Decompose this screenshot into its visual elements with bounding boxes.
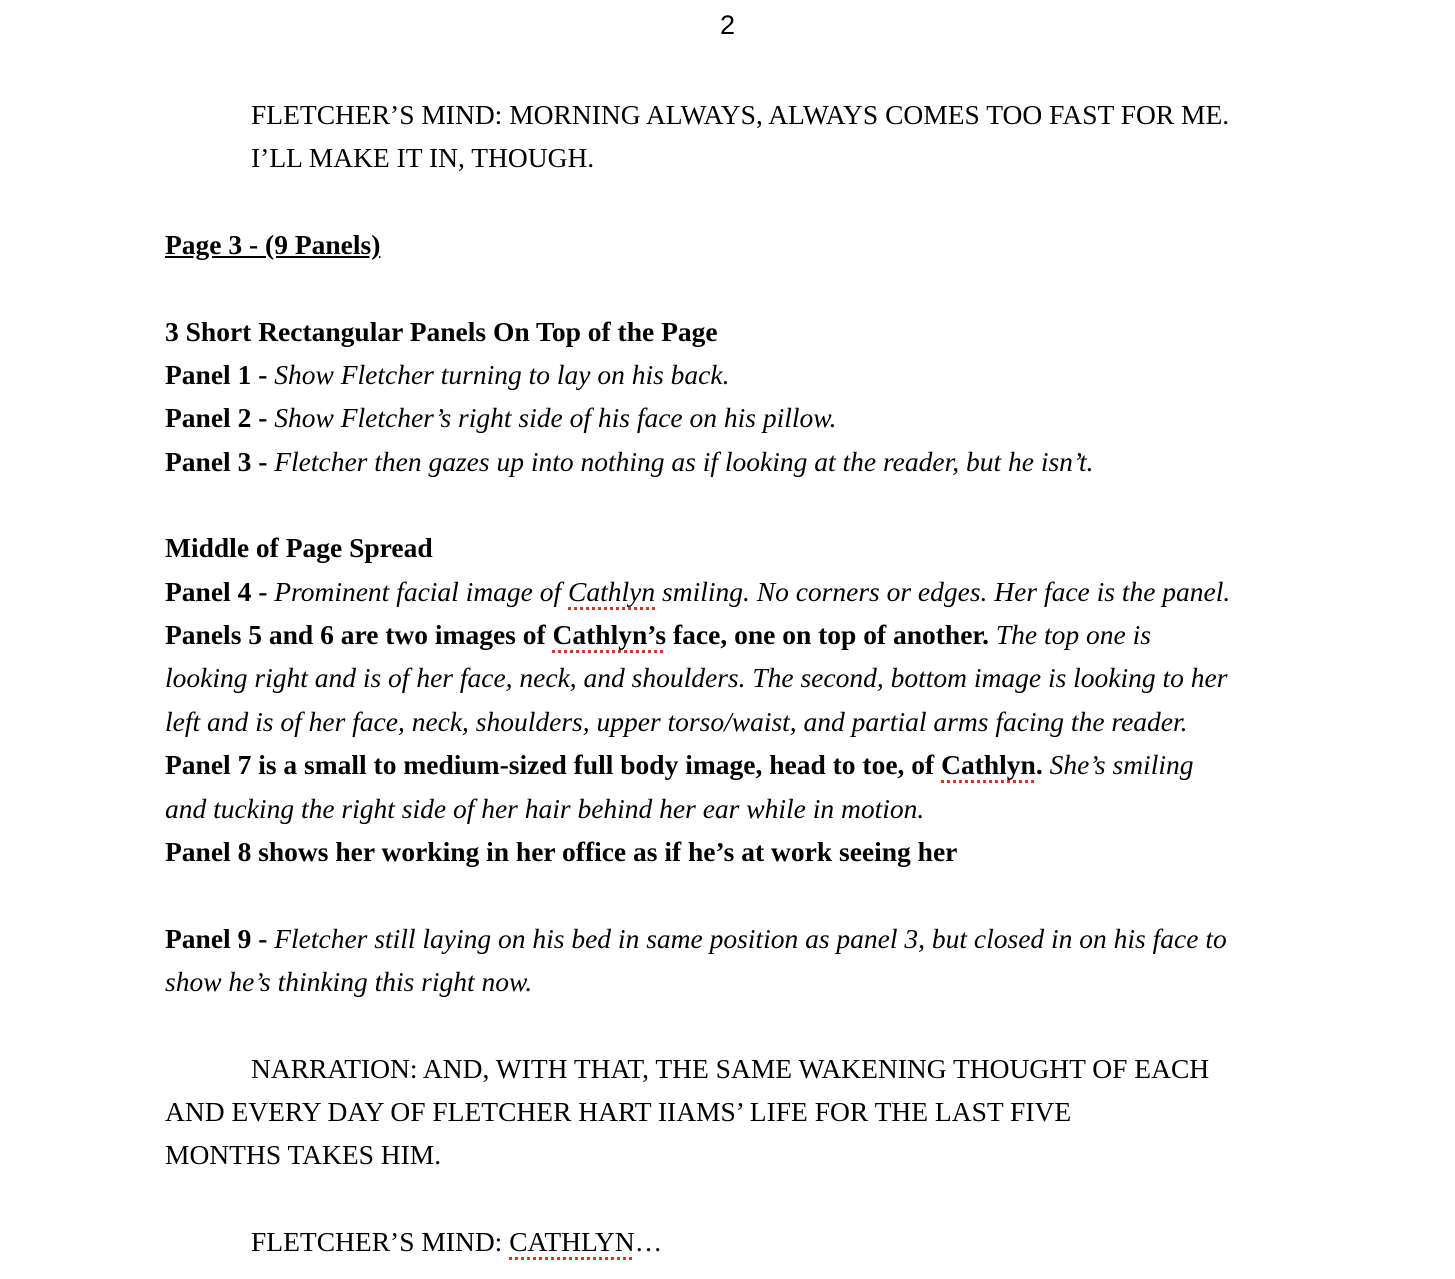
panels-5-6-line xyxy=(165,613,1151,656)
panel-4-line xyxy=(165,570,1230,613)
panel-bold-text: Panel 7 is a small to medium-sized full body image, head to toe, of xyxy=(165,749,942,780)
panel-bold-text: . xyxy=(1035,749,1043,780)
panel-label: Panel 4 - xyxy=(165,576,275,607)
panel-8-line: Panel 8 shows her working in her office as if he’s at work seeing her xyxy=(165,836,958,867)
panel-description: She’s smiling xyxy=(1042,749,1194,780)
panel-label: Panel 3 - xyxy=(165,446,275,477)
dialogue-line: I’LL MAKE IT IN, THOUGH. xyxy=(251,142,595,173)
page-heading: Page 3 - (9 Panels) xyxy=(165,229,381,260)
panel-bold-text: face, one on top of another. xyxy=(666,619,989,650)
dialogue-suffix: … xyxy=(634,1226,663,1257)
panel-bold-text: Panels 5 and 6 are two images of xyxy=(165,619,553,650)
spellcheck-word: Cathlyn’s xyxy=(552,619,667,650)
panel-label: Panel 2 - xyxy=(165,402,275,433)
narration-line: NARRATION: AND, WITH THAT, THE SAME WAKENING THOUGHT OF EACH xyxy=(251,1053,1210,1084)
panel-description: The top one is xyxy=(988,619,1151,650)
dialogue-prefix: FLETCHER’S MIND: xyxy=(251,1226,510,1257)
panel-9-line xyxy=(165,917,1227,960)
page-number: 2 xyxy=(719,10,736,40)
panel-description: Fletcher then gazes up into nothing as if looking at the reader, but he isn’t. xyxy=(274,446,1094,477)
panels-5-6-description: left and is of her face, neck, shoulders, upper torso/waist, and partial arms facing the reader. xyxy=(165,706,1188,737)
panels-5-6-description: looking right and is of her face, neck, and shoulders. The second, bottom image is looking to her xyxy=(165,662,1228,693)
narration-line: MONTHS TAKES HIM. xyxy=(165,1139,442,1170)
panel-1-line xyxy=(165,353,729,396)
panel-3-line xyxy=(165,440,1094,483)
panel-7-line xyxy=(165,743,1193,786)
panel-description: smiling. No corners or edges. Her face is the panel. xyxy=(655,576,1231,607)
dialogue-line: FLETCHER’S MIND: MORNING ALWAYS, ALWAYS COMES TOO FAST FOR ME. xyxy=(251,99,1230,130)
section-heading-top: 3 Short Rectangular Panels On Top of the Page xyxy=(165,316,718,347)
dialogue-bottom-line xyxy=(251,1220,662,1263)
spellcheck-word: Cathlyn xyxy=(941,749,1036,780)
panel-description: Fletcher still laying on his bed in same position as panel 3, but closed in on his face to xyxy=(274,923,1227,954)
spellcheck-word: CATHLYN xyxy=(509,1226,635,1257)
panel-description: Prominent facial image of xyxy=(274,576,569,607)
panel-7-description: and tucking the right side of her hair behind her ear while in motion. xyxy=(165,793,925,824)
panel-2-line xyxy=(165,396,836,439)
panel-label: Panel 9 - xyxy=(165,923,275,954)
panel-label: Panel 1 - xyxy=(165,359,275,390)
panel-description: Show Fletcher turning to lay on his back. xyxy=(274,359,730,390)
spellcheck-word: Cathlyn xyxy=(568,576,656,607)
panel-description: Show Fletcher’s right side of his face on his pillow. xyxy=(274,402,837,433)
narration-line: AND EVERY DAY OF FLETCHER HART IIAMS’ LIFE FOR THE LAST FIVE xyxy=(165,1096,1072,1127)
section-heading-middle: Middle of Page Spread xyxy=(165,532,433,563)
panel-9-description: show he’s thinking this right now. xyxy=(165,966,533,997)
